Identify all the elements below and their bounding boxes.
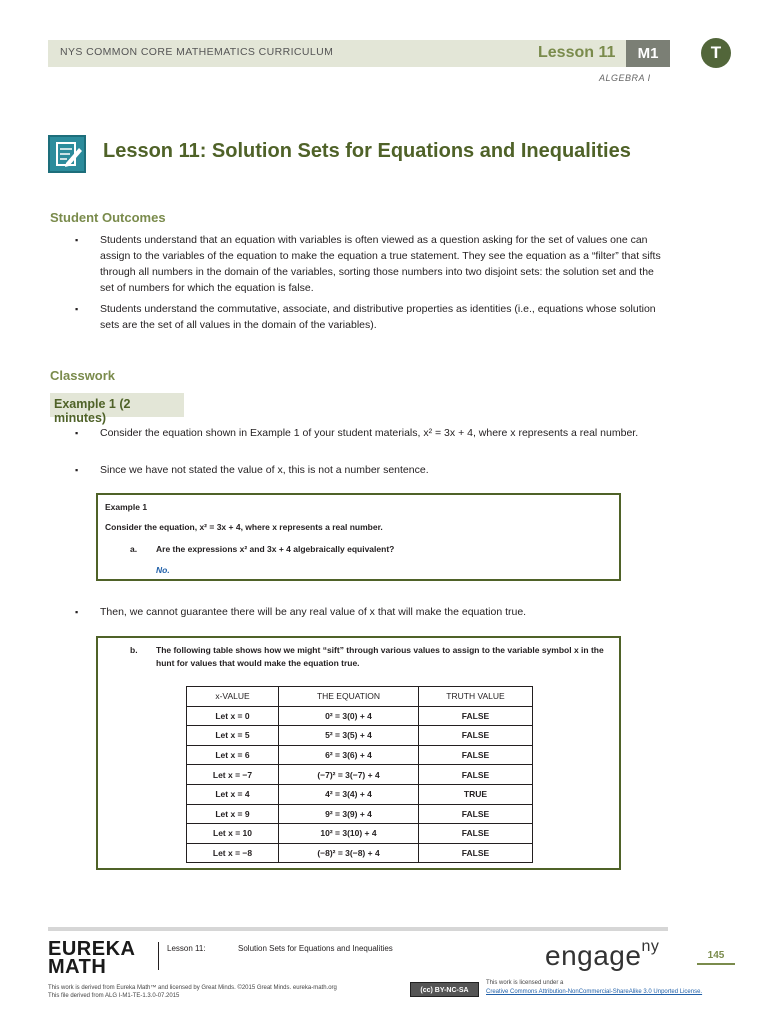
table-row <box>187 726 533 746</box>
eureka-math-logo: EUREKA MATH <box>48 938 135 978</box>
classwork-bullet: ▪ Consider the equation shown in Example 1 of your student materials, x² = 3x + 4, where x represents a real number. <box>100 425 665 441</box>
x-value-cell: Let x = 10 <box>187 824 279 844</box>
equation-cell: 5² = 3(5) + 4 <box>279 726 419 746</box>
equation-cell: 6² = 3(6) + 4 <box>279 745 419 765</box>
curriculum-label: NYS COMMON CORE MATHEMATICS CURRICULUM <box>60 46 334 58</box>
footer-divider <box>158 942 159 970</box>
x-value-cell: Let x = 4 <box>187 784 279 804</box>
equation-cell: (−8)² = 3(−8) + 4 <box>279 843 419 863</box>
outcomes-heading: Student Outcomes <box>50 210 166 225</box>
equation-cell: (−7)² = 3(−7) + 4 <box>279 765 419 785</box>
table-row <box>187 804 533 824</box>
footer-rule <box>48 927 668 931</box>
column-header: THE EQUATION <box>279 687 419 707</box>
truth-cell: FALSE <box>419 824 533 844</box>
column-header: x-VALUE <box>187 687 279 707</box>
lesson-notebook-icon <box>48 135 86 173</box>
example-1-box <box>96 493 621 581</box>
module-badge: M1 <box>626 40 670 67</box>
x-value-cell: Let x = 0 <box>187 706 279 726</box>
table-header-row <box>187 687 533 707</box>
page-title: Lesson 11: Solution Sets for Equations and Inequalities <box>103 140 631 162</box>
truth-cell: FALSE <box>419 765 533 785</box>
example-box-title: Example 1 <box>105 502 148 512</box>
truth-cell: FALSE <box>419 706 533 726</box>
x-value-cell: Let x = −8 <box>187 843 279 863</box>
classwork-bullet: ▪ Since we have not stated the value of x, this is not a number sentence. <box>100 462 665 478</box>
part-b-label: b. <box>130 645 138 655</box>
license-link[interactable]: Creative Commons Attribution-NonCommercial-ShareAlike 3.0 Unported License. <box>486 989 703 995</box>
table-row <box>187 784 533 804</box>
x-value-cell: Let x = 5 <box>187 726 279 746</box>
lesson-label: Lesson 11 <box>538 44 616 61</box>
part-b-text: The following table shows how we might “sift” through various values to assign to the variable symbol x in the hunt for values that would make the equation true. <box>156 645 604 668</box>
example-prompt: Consider the equation, x² = 3x + 4, where x represents a real number. <box>105 522 383 532</box>
truth-table <box>186 686 533 863</box>
table-row <box>187 843 533 863</box>
outcome-item: ▪ Students understand that an equation with variables is often viewed as a question asking for the set of values one can assign to the variables of the equation to make the equation a true statement. They see the equation as a “filter” that sifts through all numbers in the domain of the variables, sorting those numbers into two disjoint sets: the solution set and the set of numbers for which the equation is false. <box>100 232 665 296</box>
table-row <box>187 824 533 844</box>
example-heading: Example 1 (2 minutes) <box>50 393 184 417</box>
classwork-bullet: ▪ Then, we cannot guarantee there will be any real value of x that will make the equation true. <box>100 604 665 620</box>
derived-notice: This work is derived from Eureka Math™ and licensed by Great Minds. ©2015 Great Minds. eureka-math.org <box>48 985 337 991</box>
file-notice: This file derived from ALG I-M1-TE-1.3.0-07.2015 <box>48 993 180 999</box>
engage-text: engage <box>545 940 642 971</box>
engage-sup: ny <box>641 938 660 955</box>
part-a-answer: No. <box>156 565 170 575</box>
equation-cell: 4² = 3(4) + 4 <box>279 784 419 804</box>
part-a-label: a. <box>130 544 138 554</box>
engageny-logo <box>545 940 659 972</box>
outcome-item: ▪ Students understand the commutative, associate, and distributive properties as identities (i.e., equations whose solution sets are the set of all values in the domain of the variables). <box>100 301 665 333</box>
truth-cell: FALSE <box>419 804 533 824</box>
cc-license-badge[interactable]: (cc) BY-NC-SA <box>410 982 479 997</box>
table-row <box>187 745 533 765</box>
truth-cell: TRUE <box>419 784 533 804</box>
teacher-badge: T <box>701 38 731 68</box>
part-a-question: Are the expressions x² and 3x + 4 algebraically equivalent? <box>156 544 395 554</box>
table-row <box>187 706 533 726</box>
truth-cell: FALSE <box>419 726 533 746</box>
truth-cell: FALSE <box>419 745 533 765</box>
x-value-cell: Let x = 9 <box>187 804 279 824</box>
equation-cell: 10² = 3(10) + 4 <box>279 824 419 844</box>
x-value-cell: Let x = −7 <box>187 765 279 785</box>
x-value-cell: Let x = 6 <box>187 745 279 765</box>
page-number: 145 <box>697 950 735 965</box>
subject-label: ALGEBRA I <box>599 73 651 83</box>
truth-cell: FALSE <box>419 843 533 863</box>
column-header: TRUTH VALUE <box>419 687 533 707</box>
classwork-heading: Classwork <box>50 368 116 383</box>
equation-cell: 0² = 3(0) + 4 <box>279 706 419 726</box>
equation-cell: 9² = 3(9) + 4 <box>279 804 419 824</box>
footer-lesson-label: Lesson 11: <box>167 944 206 953</box>
footer-lesson-title: Solution Sets for Equations and Inequalities <box>238 944 393 953</box>
table-row <box>187 765 533 785</box>
license-line: This work is licensed under a <box>486 980 564 986</box>
